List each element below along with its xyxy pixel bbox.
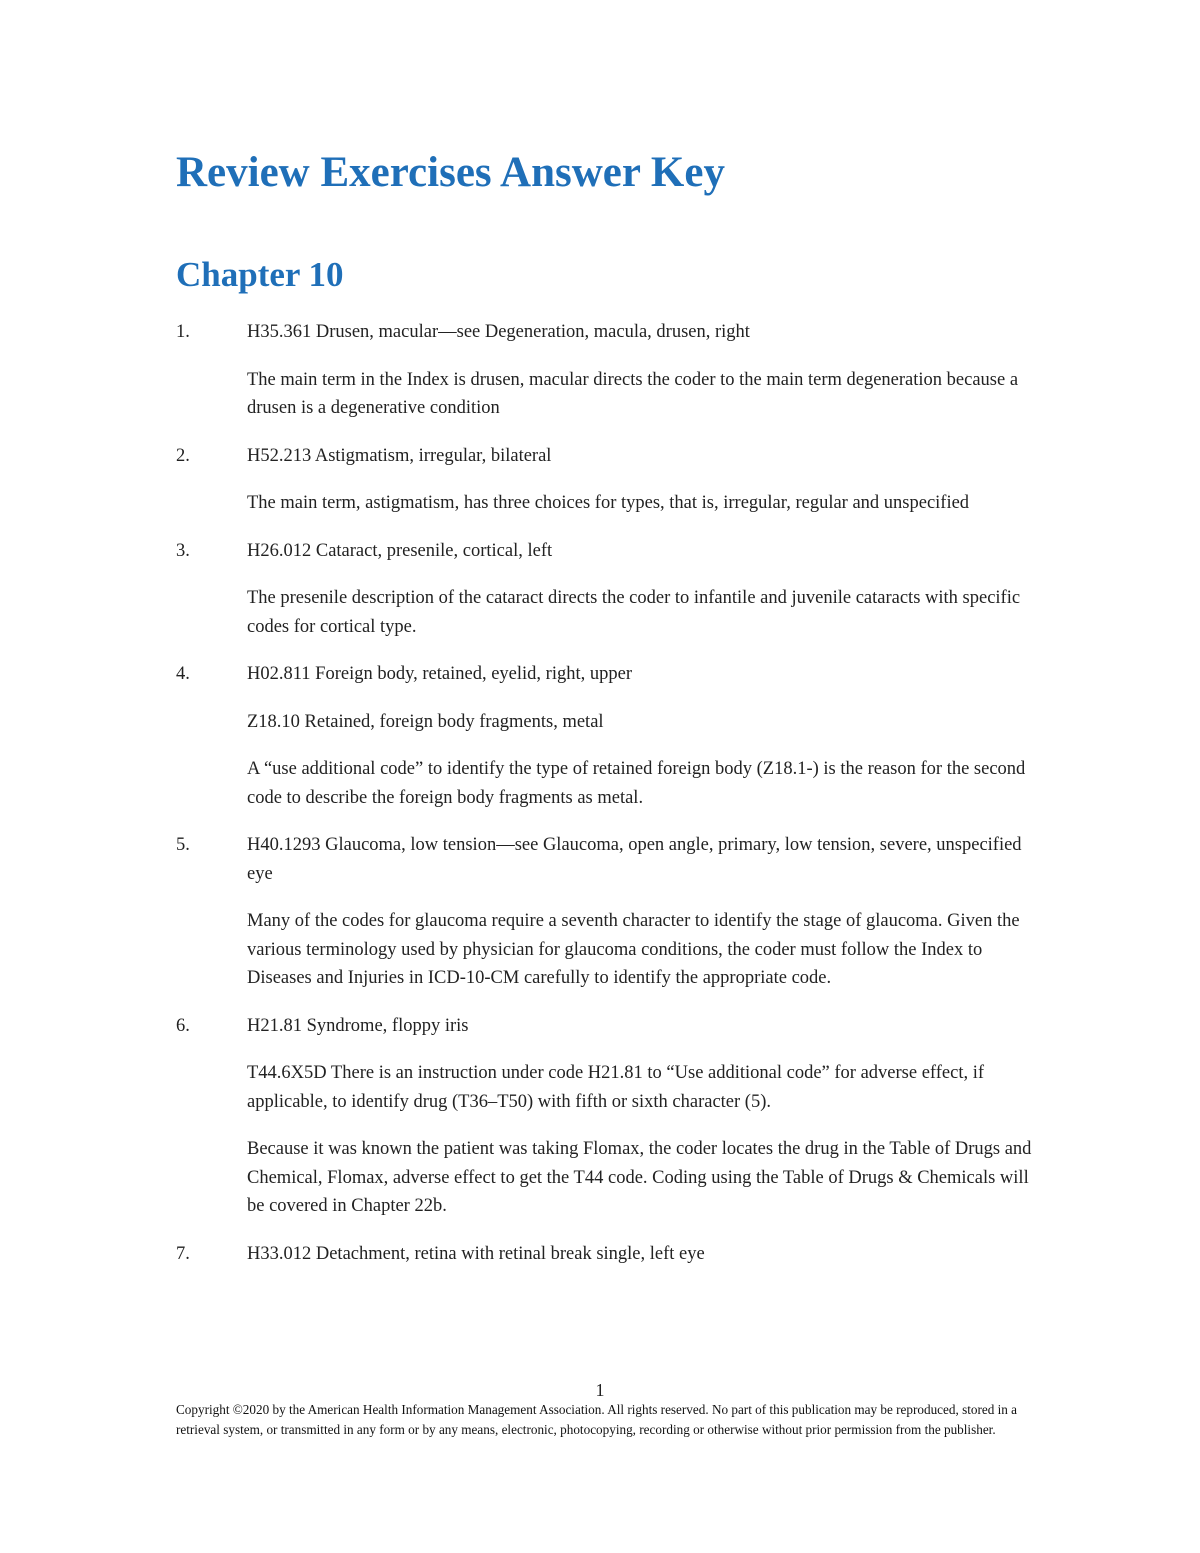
answer-item (176, 318, 1036, 423)
answer-item (176, 537, 1036, 642)
answer-explanation: The main term, astigmatism, has three choices for types, that is, irregular, regular and unspecified (247, 493, 970, 513)
answer-number: 1. (176, 322, 190, 342)
answer-explanation: The main term in the Index is drusen, macular directs the coder to the main term degeneration because a drusen is a degenerative condition (247, 369, 1019, 418)
page-title: Review Exercises Answer Key (176, 149, 725, 196)
answer-explanation: A “use additional code” to identify the type of retained foreign body (Z18.1-) is the reason for the second code to describe the foreign body fragments as metal. (247, 759, 1026, 808)
page-number: 1 (595, 1380, 605, 1400)
answer-number: 6. (176, 1015, 190, 1036)
answer-item (176, 660, 1036, 812)
answer-item (176, 1240, 1036, 1269)
answer-item (176, 1012, 1036, 1221)
answer-explanation: The presenile description of the cataract directs the coder to infantile and juvenile cataracts with specific codes for cortical type. (247, 588, 1021, 637)
answer-code-line: H40.1293 Glaucoma, low tension—see Glaucoma, open angle, primary, low tension, severe, unspecified eye (247, 835, 1022, 884)
answer-item (176, 831, 1036, 993)
answer-explanation: Because it was known the patient was taking Flomax, the coder locates the drug in the Table of Drugs and Chemical, Flomax, adverse effect to get the T44 code. Coding using the Table of Drugs & Chemicals will be covered in Chapter 22b. (247, 1139, 1032, 1216)
answer-code-line: H21.81 Syndrome, floppy iris (247, 1015, 469, 1036)
answer-code-line: H33.012 Detachment, retina with retinal break single, left eye (247, 1243, 705, 1264)
answer-code-line: H26.012 Cataract, presenile, cortical, left (247, 540, 553, 561)
answer-code-line: H02.811 Foreign body, retained, eyelid, right, upper (247, 664, 632, 684)
answer-list (176, 318, 1036, 1287)
copyright-notice: Copyright ©2020 by the American Health Information Management Association. All rights reserved. No part of this publication may be reproduced, stored in a retrieval system, or transmitted in any form or by any means, electronic, photocopying, recording or otherwise without prior permission from the publisher. (176, 1402, 1017, 1437)
answer-number: 2. (176, 445, 190, 466)
answer-number: 5. (176, 835, 190, 855)
answer-item (176, 442, 1036, 518)
answer-number: 7. (176, 1243, 190, 1264)
answer-explanation: Many of the codes for glaucoma require a seventh character to identify the stage of glaucoma. Given the various terminology used by physician for glaucoma conditions, the coder must follow the Index to Diseases and Injuries in ICD-10-CM carefully to identify the appropriate code. (247, 911, 1020, 988)
answer-secondary-code-line: T44.6X5D There is an instruction under code H21.81 to “Use additional code” for adverse effect, if applicable, to identify drug (T36–T50) with fifth or sixth character (5). (247, 1063, 985, 1112)
answer-number: 3. (176, 540, 190, 561)
answer-number: 4. (176, 664, 190, 684)
answer-secondary-code-line: Z18.10 Retained, foreign body fragments, metal (247, 711, 604, 732)
chapter-heading: Chapter 10 (176, 255, 344, 294)
answer-code-line: H35.361 Drusen, macular—see Degeneration, macula, drusen, right (247, 322, 750, 342)
answer-code-line: H52.213 Astigmatism, irregular, bilateral (247, 445, 552, 466)
